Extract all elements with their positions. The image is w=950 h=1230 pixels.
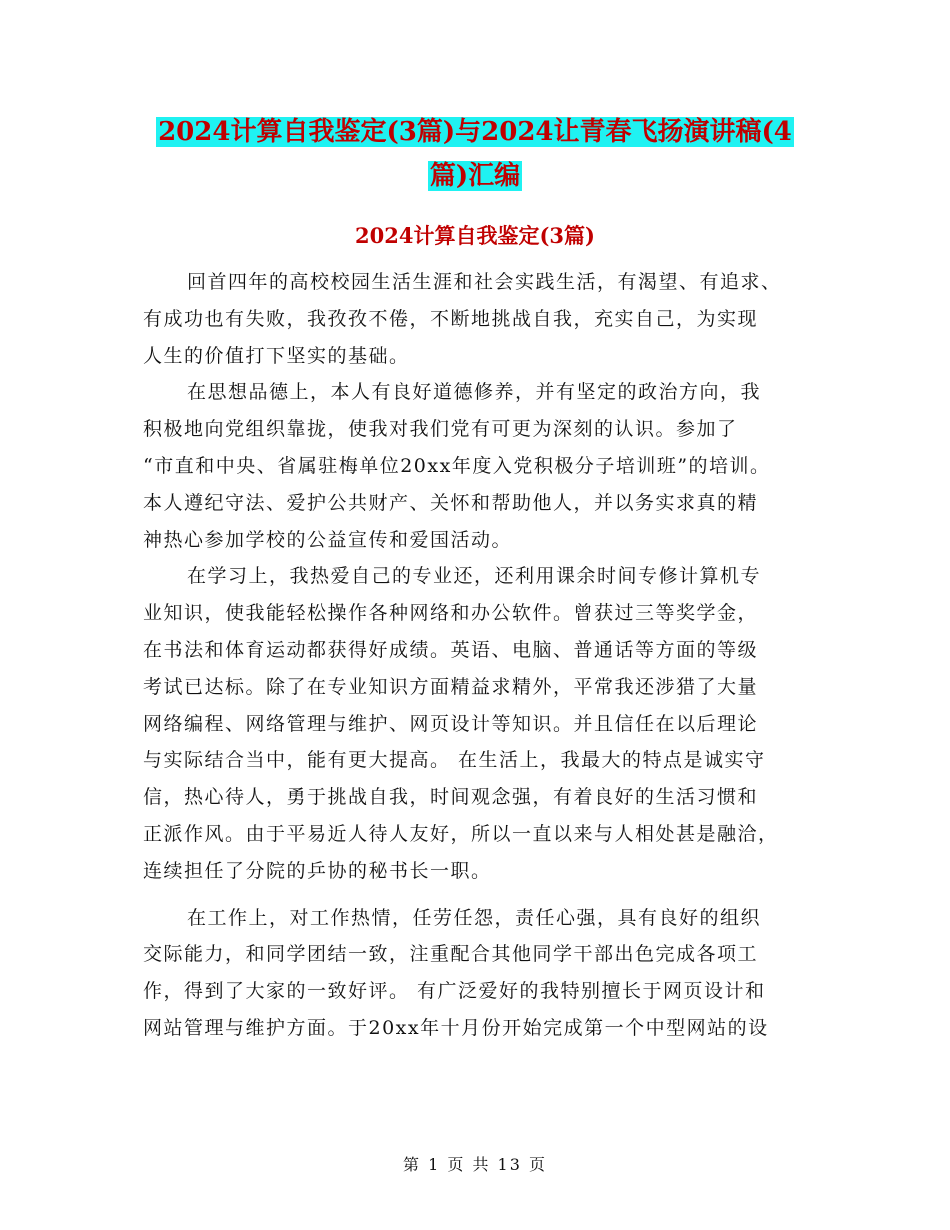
paragraph-line: 在工作上，对工作热情，任劳任怨，责任心强，具有良好的组织 (187, 906, 762, 929)
paragraph-line: 回首四年的高校校园生活生涯和社会实践生活，有渴望、有追求、 (187, 271, 782, 293)
paragraph-line: 业知识，使我能轻松操作各种网络和办公软件。曾获过三等奖学金， (143, 602, 759, 625)
paragraph-line: 在学习上，我热爱自己的专业还，还利用课余时间专修计算机专 (187, 565, 762, 588)
paragraph-line: 考试已达标。除了在专业知识方面精益求精外，平常我还涉猎了大量 (143, 675, 759, 698)
paragraph-line: 本人遵纪守法、爱护公共财产、关怀和帮助他人，并以务实求真的精 (143, 491, 759, 514)
body-text (143, 264, 823, 1047)
paragraph-line: “市直和中央、省属驻梅单位20xx年度入党积极分子培训班”的培训。 (143, 454, 771, 477)
paragraph-line: 在书法和体育运动都获得好成绩。英语、电脑、普通话等方面的等级 (143, 638, 759, 661)
paragraph-line: 交际能力，和同学团结一致，注重配合其他同学干部出色完成各项工 (143, 943, 759, 966)
paragraph-line: 在思想品德上，本人有良好道德修养，并有坚定的政治方向，我 (187, 381, 762, 404)
paragraph-line: 有成功也有失败，我孜孜不倦，不断地挑战自我，充实自己，为实现 (143, 307, 759, 330)
paragraph-line: 与实际结合当中，能有更大提高。 在生活上，我最大的特点是诚实守 (143, 749, 766, 772)
paragraph-line: 正派作风。由于平易近人待人友好，所以一直以来与人相处甚是融洽， (143, 822, 779, 845)
paragraph-line: 积极地向党组织靠拢，使我对我们党有可更为深刻的认识。参加了 (143, 418, 738, 441)
paragraph-line: 信，热心待人，勇于挑战自我，时间观念强，有着良好的生活习惯和 (143, 786, 759, 809)
section-heading: 2024计算自我鉴定(3篇) (355, 223, 595, 248)
document-title (140, 110, 810, 198)
paragraph-line: 人生的价值打下坚实的基础。 (143, 344, 410, 367)
paragraph-line: 网络编程、网络管理与维护、网页设计等知识。并且信任在以后理论 (143, 712, 759, 735)
paragraph-line: 连续担任了分院的乒协的秘书长一职。 (143, 859, 492, 882)
paragraph-line: 网站管理与维护方面。于20xx年十月份开始完成第一个中型网站的设 (143, 1016, 769, 1039)
title-line-2: 篇)汇编 (429, 161, 521, 191)
paragraph-line: 神热心参加学校的公益宣传和爱国活动。 (143, 528, 513, 551)
page-footer: 第 1 页 共 13 页 (403, 1155, 547, 1174)
title-line-1: 2024计算自我鉴定(3篇)与2024让青春飞扬演讲稿(4 (158, 117, 792, 147)
paragraph-line: 作，得到了大家的一致好评。 有广泛爱好的我特别擅长于网页设计和 (143, 980, 766, 1003)
